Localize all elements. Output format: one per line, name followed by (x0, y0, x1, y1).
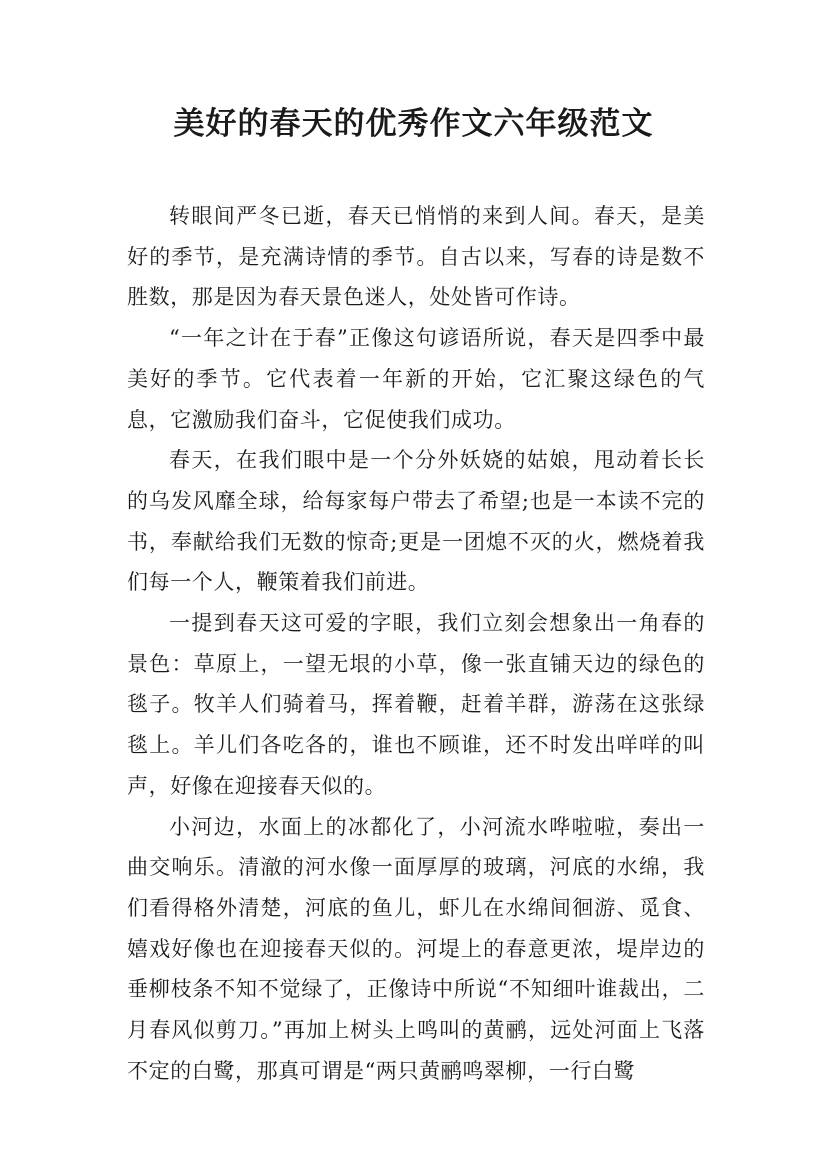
document-body (127, 196, 705, 1091)
paragraph-5: 小河边，水面上的冰都化了，小河流水哗啦啦，奏出一曲交响乐。清澈的河水像一面厚厚的玻璃，河底的水绵，我们看得格外清楚，河底的鱼儿，虾儿在水绵间徊游、觅食、嬉戏好像也在迎接春天似的。河堤上的春意更浓，堤岸边的垂柳枝条不知不觉绿了，正像诗中所说“不知细叶谁裁出，二月春风似剪刀。”再加上树头上鸣叫的黄鹂，远处河面上飞落不定的白鹭，那真可谓是“两只黄鹂鸣翠柳，一行白鹭 (127, 814, 705, 1083)
paragraph-3: 春天，在我们眼中是一个分外妖娆的姑娘，甩动着长长的乌发风靡全球，给每家每户带去了希望;也是一本读不完的书，奉献给我们无数的惊奇;更是一团熄不灭的火，燃烧着我们每一个人，鞭策着我们前进。 (127, 448, 705, 595)
paragraph-4: 一提到春天这可爱的字眼，我们立刻会想象出一角春的景色：草原上，一望无垠的小草，像一张直铺天边的绿色的毯子。牧羊人们骑着马，挥着鞭，赶着羊群，游荡在这张绿毯上。羊儿们各吃各的，谁也不顾谁，还不时发出咩咩的叫声，好像在迎接春天似的。 (127, 611, 705, 798)
paragraph-1: 转眼间严冬已逝，春天已悄悄的来到人间。春天，是美好的季节，是充满诗情的季节。自古以来，写春的诗是数不胜数，那是因为春天景色迷人，处处皆可作诗。 (127, 204, 705, 310)
paragraph-2: “一年之计在于春”正像这句谚语所说，春天是四季中最美好的季节。它代表着一年新的开始，它汇聚这绿色的气息，它激励我们奋斗，它促使我们成功。 (127, 326, 705, 432)
document-title: 美好的春天的优秀作文六年级范文 (173, 106, 654, 142)
